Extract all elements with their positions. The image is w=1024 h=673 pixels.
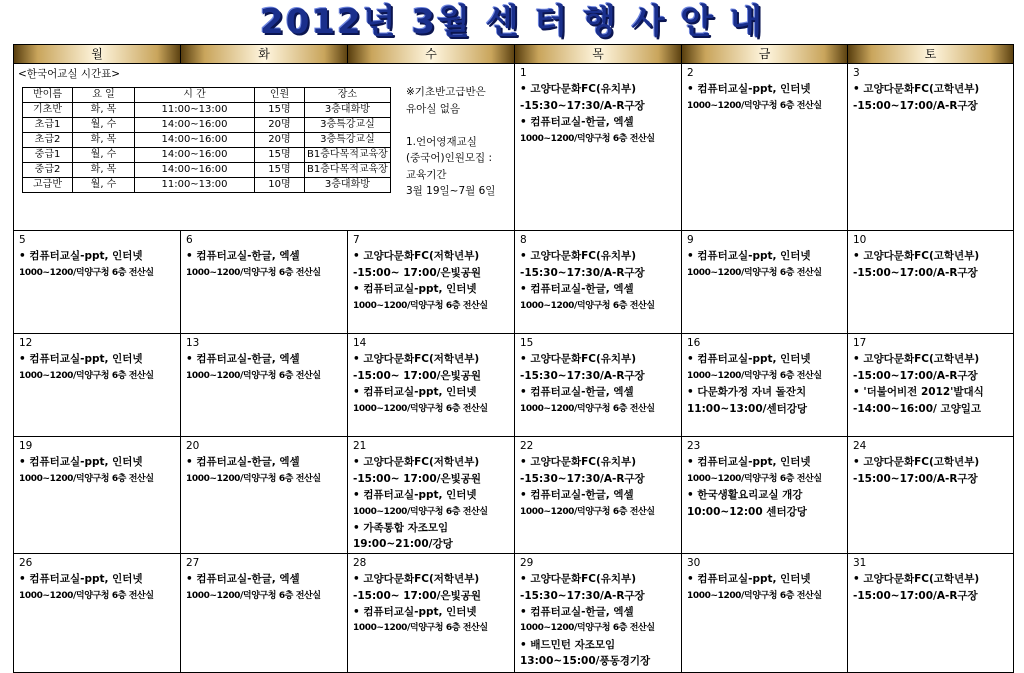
schedule-cell: 화, 목 <box>73 163 135 178</box>
day-cell <box>14 231 181 334</box>
schedule-cell: 초급1 <box>23 118 73 133</box>
day-cell <box>682 334 848 437</box>
schedule-cell: 요 일 <box>73 88 135 103</box>
day-number: 13 <box>186 337 200 349</box>
day-number: 12 <box>19 337 33 349</box>
event-line: 11:00~13:00/센터강당 <box>687 402 808 415</box>
day-number: 22 <box>520 440 534 452</box>
schedule-cell: 월, 수 <box>73 118 135 133</box>
schedule-cell: 초급2 <box>23 133 73 148</box>
schedule-cell: 15명 <box>255 148 305 163</box>
schedule-cell: 시 간 <box>135 88 255 103</box>
day-number: 31 <box>853 556 867 569</box>
event-line: -15:00~17:00/A-R구장 <box>853 266 978 279</box>
day-cell <box>848 334 1014 437</box>
schedule-cell: B1층다목적교육장 <box>305 163 391 178</box>
event-line: • 가족통합 자조모임 <box>353 522 449 535</box>
day-number: 6 <box>186 234 193 246</box>
event-line: • 컴퓨터교실-ppt, 인터넷 <box>353 489 477 502</box>
event-line: • 한국생활요리교실 개강 <box>687 489 803 502</box>
day-number: 19 <box>19 440 33 452</box>
day-cell <box>515 553 682 672</box>
event-line: -15:30~17:30/A-R구장 <box>520 266 645 279</box>
day-cell <box>848 553 1014 672</box>
schedule-cell: 화, 목 <box>73 133 135 148</box>
event-line: • 고양다문화FC(저학년부) <box>353 353 480 366</box>
event-line: -15:00~17:00/A-R구장 <box>853 369 978 382</box>
event-line: • 고양다문화FC(고학년부) <box>853 573 980 586</box>
event-line: -15:00~17:00/A-R구장 <box>853 99 978 112</box>
schedule-notes <box>406 84 495 200</box>
event-location: 1000~1200/덕양구청 6층 전산실 <box>520 133 655 144</box>
day-number: 16 <box>687 337 701 349</box>
schedule-cell: 14:00~16:00 <box>135 133 255 148</box>
schedule-heading: <한국어교실 시간표> <box>18 68 121 80</box>
event-location: 1000~1200/덕양구청 6층 전산실 <box>186 370 321 381</box>
event-location: 1000~1200/덕양구청 6층 전산실 <box>186 473 321 484</box>
schedule-note-line: 3월 19일~7월 6일 <box>406 185 496 197</box>
week-row-3 <box>14 334 1014 437</box>
schedule-cell: 3층대화방 <box>305 178 391 193</box>
weekday-sat: 토 <box>848 45 1014 64</box>
event-location: 1000~1200/덕양구청 6층 전산실 <box>687 473 822 484</box>
event-line: • 고양다문화FC(유치부) <box>520 83 636 96</box>
schedule-note-line: 유아실 없음 <box>406 102 461 115</box>
schedule-cell: B1층다목적교육장 <box>305 148 391 163</box>
event-location: 1000~1200/덕양구청 6층 전산실 <box>353 300 488 311</box>
event-location: 1000~1200/덕양구청 6층 전산실 <box>520 623 655 634</box>
weekday-tue: 화 <box>181 45 348 64</box>
day-cell <box>682 437 848 554</box>
event-line: • 컴퓨터교실-한글, 엑셀 <box>520 386 634 399</box>
event-line: • 고양다문화FC(저학년부) <box>353 250 480 263</box>
day-cell <box>848 437 1014 554</box>
schedule-cell: 15명 <box>255 163 305 178</box>
event-line: -15:00~ 17:00/은빛공원 <box>353 369 482 382</box>
event-line: • 컴퓨터교실-ppt, 인터넷 <box>353 606 477 619</box>
day-number: 30 <box>687 556 701 569</box>
event-line: • 컴퓨터교실-한글, 엑셀 <box>520 606 634 619</box>
event-line: • 컴퓨터교실-한글, 엑셀 <box>186 250 300 263</box>
event-line: • 고양다문화FC(저학년부) <box>353 573 480 586</box>
schedule-cell: 중급2 <box>23 163 73 178</box>
event-line: • 컴퓨터교실-ppt, 인터넷 <box>687 573 811 586</box>
weekday-fri: 금 <box>682 45 848 64</box>
event-line: • 고양다문화FC(유치부) <box>520 573 636 586</box>
schedule-cell: 월, 수 <box>73 148 135 163</box>
event-line: • 컴퓨터교실-ppt, 인터넷 <box>687 353 811 366</box>
schedule-cell: 20명 <box>255 118 305 133</box>
calendar-table <box>13 44 1014 673</box>
day-cell <box>181 553 348 672</box>
event-line: • 컴퓨터교실-ppt, 인터넷 <box>19 250 143 263</box>
schedule-cell: 반이름 <box>23 88 73 103</box>
event-location: 1000~1200/덕양구청 6층 전산실 <box>186 590 321 601</box>
schedule-cell: 장소 <box>305 88 391 103</box>
event-line: -15:30~17:30/A-R구장 <box>520 369 645 382</box>
event-line: • '더불어비전 2012'발대식 <box>853 386 984 399</box>
schedule-header-row <box>23 88 391 103</box>
weekday-wed: 수 <box>348 45 515 64</box>
event-line: • 고양다문화FC(고학년부) <box>853 83 980 96</box>
event-line: -14:00~16:00/ 고양일고 <box>853 402 982 415</box>
event-location: 1000~1200/덕양구청 6층 전산실 <box>19 473 154 484</box>
day-number: 1 <box>520 67 527 79</box>
event-line: • 컴퓨터교실-한글, 엑셀 <box>186 573 300 586</box>
event-location: 1000~1200/덕양구청 6층 전산실 <box>687 370 822 381</box>
week-row-5 <box>14 553 1014 672</box>
event-line: -15:30~17:30/A-R구장 <box>520 589 645 602</box>
schedule-row <box>23 163 391 178</box>
day-number: 14 <box>353 337 367 349</box>
schedule-cell: 인원 <box>255 88 305 103</box>
event-line: -15:00~17:00/A-R구장 <box>853 589 978 602</box>
schedule-cell: 10명 <box>255 178 305 193</box>
event-location: 1000~1200/덕양구청 6층 전산실 <box>353 403 488 414</box>
schedule-note-line: 교육기간 <box>406 168 447 181</box>
day-number: 20 <box>186 440 200 452</box>
page-title: 2012년 3월 센 터 행 사 안 내 <box>260 2 764 42</box>
schedule-row <box>23 103 391 118</box>
event-line: 13:00~15:00/풍동경기장 <box>520 655 651 668</box>
day-number: 29 <box>520 556 534 569</box>
event-line: -15:00~ 17:00/은빛공원 <box>353 589 482 602</box>
event-location: 1000~1200/덕양구청 6층 전산실 <box>19 370 154 381</box>
day-number: 3 <box>853 67 860 79</box>
day-cell <box>348 231 515 334</box>
day-number: 28 <box>353 556 367 569</box>
schedule-cell: 화, 목 <box>73 103 135 118</box>
event-line: • 고양다문화FC(유치부) <box>520 250 636 263</box>
day-cell <box>14 553 181 672</box>
schedule-cell: 3층특강교실 <box>305 118 391 133</box>
schedule-cell: 월, 수 <box>73 178 135 193</box>
event-line: -15:00~ 17:00/은빛공원 <box>353 266 482 279</box>
event-location: 1000~1200/덕양구청 6층 전산실 <box>520 300 655 311</box>
day-cell <box>181 334 348 437</box>
schedule-row <box>23 118 391 133</box>
event-location: 1000~1200/덕양구청 6층 전산실 <box>19 590 154 601</box>
day-number: 23 <box>687 440 701 452</box>
event-location: 1000~1200/덕양구청 6층 전산실 <box>353 506 488 517</box>
event-line: • 컴퓨터교실-ppt, 인터넷 <box>353 386 477 399</box>
event-line: • 컴퓨터교실-ppt, 인터넷 <box>353 283 477 296</box>
day-number: 24 <box>853 440 867 452</box>
schedule-cell: 14:00~16:00 <box>135 118 255 133</box>
day-cell <box>515 64 682 231</box>
event-line: 19:00~21:00/강당 <box>353 538 453 551</box>
schedule-cell: 15명 <box>255 103 305 118</box>
event-line: • 컴퓨터교실-ppt, 인터넷 <box>687 250 811 263</box>
day-cell <box>682 231 848 334</box>
event-location: 1000~1200/덕양구청 6층 전산실 <box>687 590 822 601</box>
schedule-cell: 3층특강교실 <box>305 133 391 148</box>
day-cell <box>181 437 348 554</box>
event-line: • 컴퓨터교실-ppt, 인터넷 <box>687 83 811 96</box>
event-line: • 고양다문화FC(고학년부) <box>853 250 980 263</box>
schedule-cell: 11:00~13:00 <box>135 103 255 118</box>
schedule-note-line: ※기초반고급반은 <box>406 86 486 98</box>
day-number: 17 <box>853 337 867 349</box>
day-cell <box>682 64 848 231</box>
event-location: 1000~1200/덕양구청 6층 전산실 <box>520 506 655 517</box>
day-cell <box>14 437 181 554</box>
schedule-table <box>22 87 391 193</box>
day-cell <box>515 437 682 554</box>
event-line: • 고양다문화FC(유치부) <box>520 353 636 366</box>
event-line: • 컴퓨터교실-ppt, 인터넷 <box>19 573 143 586</box>
korean-class-schedule <box>14 64 515 231</box>
day-cell <box>348 437 515 554</box>
event-line: • 고양다문화FC(고학년부) <box>853 456 980 469</box>
schedule-row <box>23 133 391 148</box>
weekday-header-row <box>14 45 1014 64</box>
event-line: -15:30~17:30/A-R구장 <box>520 472 645 485</box>
day-cell <box>848 231 1014 334</box>
event-line: • 컴퓨터교실-한글, 엑셀 <box>520 116 634 129</box>
event-line: -15:00~17:00/A-R구장 <box>853 472 978 485</box>
event-line: 10:00~12:00 센터강당 <box>687 505 807 518</box>
weekday-mon: 월 <box>14 45 181 64</box>
day-cell <box>348 553 515 672</box>
schedule-note-line: 1.언어영재교실 <box>406 135 477 148</box>
day-cell <box>14 334 181 437</box>
day-cell <box>181 231 348 334</box>
event-line: • 고양다문화FC(유치부) <box>520 456 636 469</box>
event-location: 1000~1200/덕양구청 6층 전산실 <box>186 267 321 278</box>
event-line: -15:30~17:30/A-R구장 <box>520 99 645 112</box>
day-cell <box>682 553 848 672</box>
event-line: • 컴퓨터교실-한글, 엑셀 <box>186 456 300 469</box>
schedule-cell: 고급반 <box>23 178 73 193</box>
schedule-row <box>23 178 391 193</box>
schedule-cell: 3층대화방 <box>305 103 391 118</box>
event-line: • 컴퓨터교실-한글, 엑셀 <box>186 353 300 366</box>
week-row-2 <box>14 231 1014 334</box>
schedule-cell: 11:00~13:00 <box>135 178 255 193</box>
event-line: • 컴퓨터교실-ppt, 인터넷 <box>687 456 811 469</box>
day-number: 9 <box>687 234 694 246</box>
schedule-cell: 14:00~16:00 <box>135 163 255 178</box>
event-line: • 고양다문화FC(고학년부) <box>853 353 980 366</box>
schedule-note-line: (중국어)인원모집 : <box>406 152 493 164</box>
event-location: 1000~1200/덕양구청 6층 전산실 <box>19 267 154 278</box>
week-row-1 <box>14 64 1014 231</box>
event-line: • 고양다문화FC(저학년부) <box>353 456 480 469</box>
day-number: 15 <box>520 337 534 349</box>
schedule-cell: 기초반 <box>23 103 73 118</box>
day-number: 7 <box>353 234 360 246</box>
event-line: • 컴퓨터교실-한글, 엑셀 <box>520 283 634 296</box>
schedule-note-line <box>406 117 495 134</box>
day-cell <box>515 334 682 437</box>
event-location: 1000~1200/덕양구청 6층 전산실 <box>520 403 655 414</box>
day-number: 8 <box>520 234 527 246</box>
day-number: 26 <box>19 556 33 569</box>
day-number: 27 <box>186 556 200 569</box>
event-line: • 컴퓨터교실-ppt, 인터넷 <box>19 353 143 366</box>
week-row-4 <box>14 437 1014 554</box>
event-line: • 다문화가정 자녀 돌잔치 <box>687 386 807 399</box>
schedule-cell: 20명 <box>255 133 305 148</box>
day-cell <box>848 64 1014 231</box>
event-line: -15:00~ 17:00/은빛공원 <box>353 472 482 485</box>
schedule-cell: 중급1 <box>23 148 73 163</box>
day-cell <box>515 231 682 334</box>
day-number: 21 <box>353 440 367 452</box>
event-location: 1000~1200/덕양구청 6층 전산실 <box>687 267 822 278</box>
day-cell <box>348 334 515 437</box>
event-line: • 컴퓨터교실-ppt, 인터넷 <box>19 456 143 469</box>
weekday-thu: 목 <box>515 45 682 64</box>
schedule-cell: 14:00~16:00 <box>135 148 255 163</box>
event-line: • 컴퓨터교실-한글, 엑셀 <box>520 489 634 502</box>
event-line: • 배드민턴 자조모임 <box>520 638 616 651</box>
event-location: 1000~1200/덕양구청 6층 전산실 <box>353 623 488 634</box>
schedule-row <box>23 148 391 163</box>
event-location: 1000~1200/덕양구청 6층 전산실 <box>687 100 822 111</box>
day-number: 10 <box>853 234 867 246</box>
day-number: 5 <box>19 234 26 246</box>
day-number: 2 <box>687 67 694 79</box>
